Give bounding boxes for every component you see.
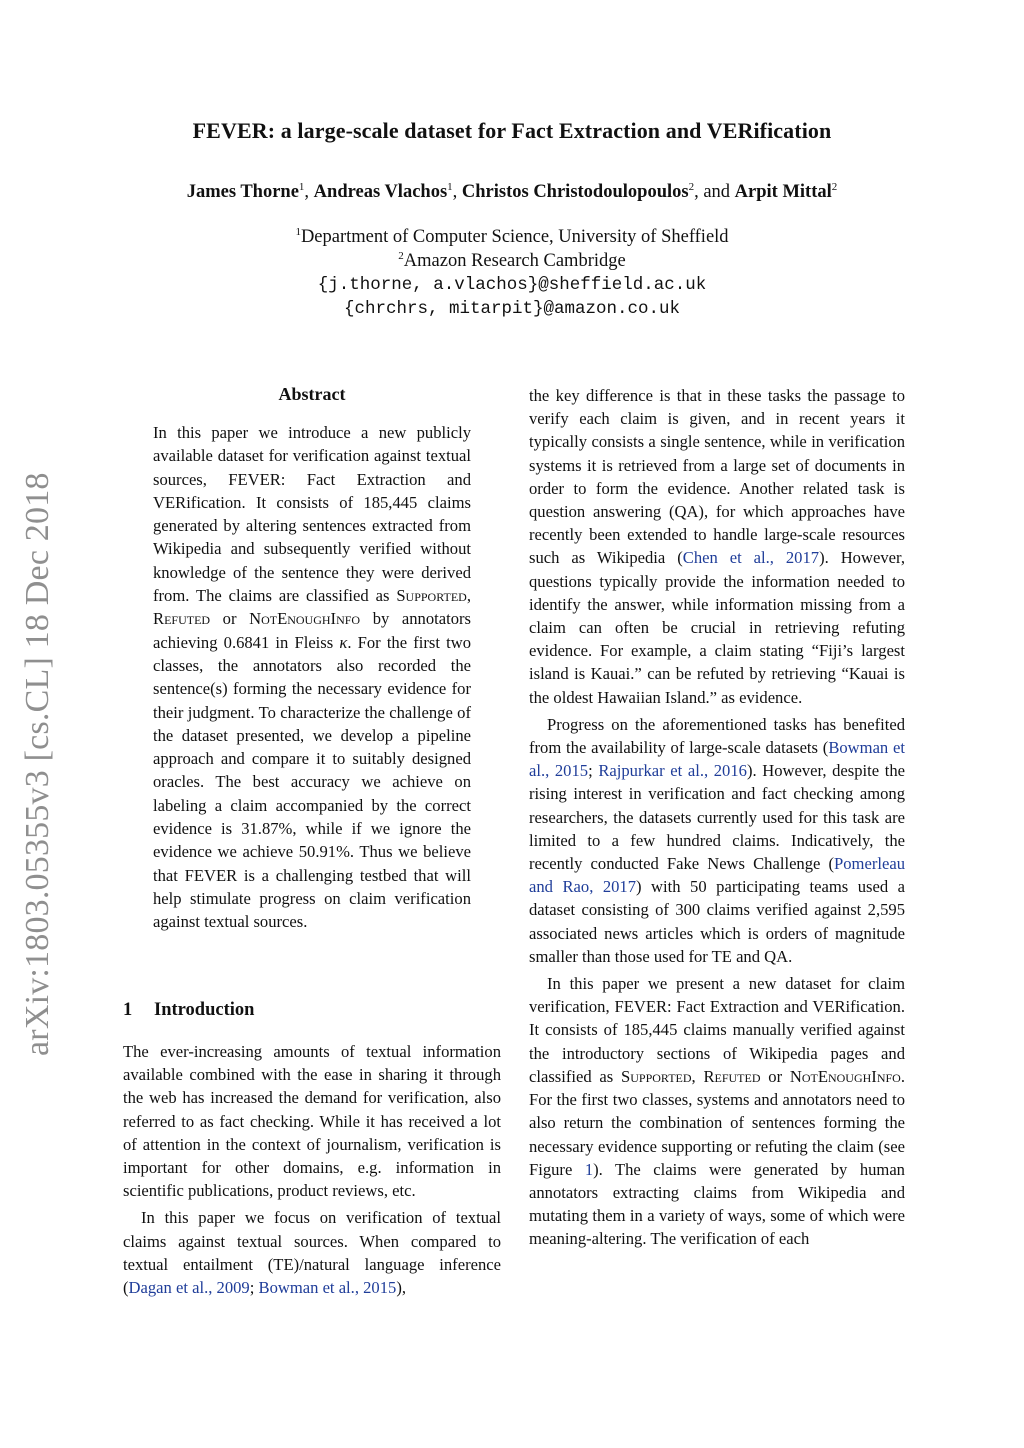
body-paragraph: the key difference is that in these tasks the passage to verify each claim is given, and in recent years it typically consists a single sentence, while in verification systems it is retrieved from a large set of documents in order to form the evidence. Another related task is question answering (QA), for which approaches have recently been extended to handle large-scale resources such as Wikipedia (Chen et al., 2017). However, questions typically provide the information needed to identify the answer, while information missing from a claim can often be crucial in retrieving refuting evidence. For example, a claim stating “Fiji’s largest island is Kauai.” can be refuted by retrieving “Kauai is the oldest Hawaiian Island.” as evidence. — [529, 386, 905, 707]
label-supported: Supported — [621, 1066, 692, 1086]
affiliation-block — [0, 225, 1024, 321]
section-number: 1 — [123, 1000, 133, 1020]
affiliation-line — [0, 249, 1024, 273]
author-affil-mark: 2 — [688, 181, 695, 193]
body-paragraph: Progress on the aforementioned tasks has benefited from the availability of large-scale datasets (Bowman et al., 2015; Rajpurkar et al., 2016). However, despite the rising interest in verification and fact checking among researchers, the datasets currently used for this task are limited to a few hundred claims. Indicatively, the recently conducted Fake News Challenge (Pomerleau and Rao, 2017) with 50 participating teams used a dataset consisting of 300 claims verified against 2,595 associated news articles which is orders of magnitude smaller than those used for TE and QA. — [529, 714, 906, 966]
citation-link[interactable]: Bowman et al., 2015 — [258, 1278, 397, 1298]
arxiv-identifier: arXiv:1803.05355v3 [cs.CL] 18 Dec 2018 — [19, 472, 56, 1056]
label-notenoughinfo: NotEnoughInfo — [789, 1066, 901, 1086]
label-supported: Supported — [396, 586, 467, 606]
author-name: Christos Christodoulopoulos — [461, 182, 689, 202]
citation-link[interactable]: Chen et al., 2017 — [682, 548, 820, 568]
affiliation-line — [0, 225, 1024, 249]
citation-link[interactable]: Rajpurkar et al., 2016 — [598, 761, 747, 781]
label-notenoughinfo: NotEnoughInfo — [249, 609, 361, 629]
affil-mark: 2 — [398, 250, 404, 262]
author-name: James Thorne — [186, 182, 299, 202]
right-column — [529, 384, 905, 1251]
intro-paragraph: The ever-increasing amounts of textual information available combined with the ease in sharing it through the web has increased the demand for verification, also referred to as fact checking. While it has received a lot of attention in the context of journalism, verification is important for other domains, e.g. information in scientific publications, product reviews, etc. — [123, 1042, 501, 1201]
paper-title: FEVER: a large-scale dataset for Fact Extraction and VERification — [192, 118, 832, 143]
intro-column — [123, 1040, 501, 1299]
author-name: Andreas Vlachos — [313, 182, 448, 202]
body-paragraph: In this paper we present a new dataset for claim verification, FEVER: Fact Extraction and VERification. It consists of 185,445 claims manually verified against the introductory sections of Wikipedia pages and classified as Supported, Refuted or NotEnoughInfo. For the first two classes, systems and annotators need to also return the combination of sentences forming the necessary evidence supporting or refuting the claim (see Figure 1). The claims were generated by human annotators extracting claims from Wikipedia and mutating them in a variety of ways, some of which were meaning-altering. The verification of each — [529, 974, 905, 1249]
abstract-text: In this paper we introduce a new publicly available dataset for verification against textual sources, FEVER: Fact Extraction and VERification. It consists of 185,445 claims generated by altering sentences extracted from Wikipedia and subsequently verified without knowledge of the sentence they were derived from. The claims are classified as Supported, Refuted or NotEnoughInfo by annotators achieving 0.6841 in Fleiss κ. For the first two classes, the annotators also recorded the sentence(s) forming the necessary evidence for their judgment. To characterize the challenge of the dataset presented, we develop a pipeline approach and compare it to suitably designed oracles. The best accuracy we achieve on labeling a claim accompanied by the correct evidence is 31.87%, while if we ignore the evidence we achieve 50.91%. Thus we believe that FEVER is a challenging testbed that will help stimulate progress on claim verification against textual sources. — [153, 423, 472, 932]
abstract-section — [153, 380, 471, 934]
citation-link[interactable]: Dagan et al., 2009 — [128, 1278, 250, 1298]
figure-reference-link[interactable]: 1 — [584, 1159, 594, 1179]
email-line: {j.thorne, a.vlachos}@sheffield.ac.uk — [317, 275, 707, 295]
email-line: {chrchrs, mitarpit}@amazon.co.uk — [343, 299, 681, 319]
label-refuted: Refuted — [153, 609, 211, 629]
affil-mark: 1 — [295, 226, 301, 238]
affil-text: Department of Computer Science, University of Sheffield — [300, 227, 729, 247]
intro-paragraph: In this paper we focus on verification of textual claims against textual sources. When compared to textual entailment (TE)/natural language inference (Dagan et al., 2009; Bowman et al., 2015), — [123, 1208, 501, 1298]
section-heading — [123, 1000, 254, 1021]
section-title: Introduction — [154, 1000, 255, 1020]
citation-link[interactable]: Pomerleau and Rao, 2017 — [529, 854, 905, 897]
author-separator: , — [452, 182, 462, 202]
author-separator: , and — [694, 182, 735, 202]
author-affil-mark: 1 — [447, 181, 453, 193]
author-separator: , — [304, 182, 314, 202]
author-list — [0, 182, 1024, 203]
author-affil-mark: 2 — [831, 181, 838, 193]
author-name: Arpit Mittal — [734, 182, 832, 202]
kappa-symbol: κ — [339, 632, 348, 652]
label-refuted: Refuted — [703, 1066, 761, 1086]
citation-link[interactable]: Bowman et al., 2015 — [529, 738, 905, 781]
abstract-heading: Abstract — [278, 384, 346, 404]
author-affil-mark: 1 — [298, 181, 305, 193]
affil-text: Amazon Research Cambridge — [403, 251, 626, 271]
